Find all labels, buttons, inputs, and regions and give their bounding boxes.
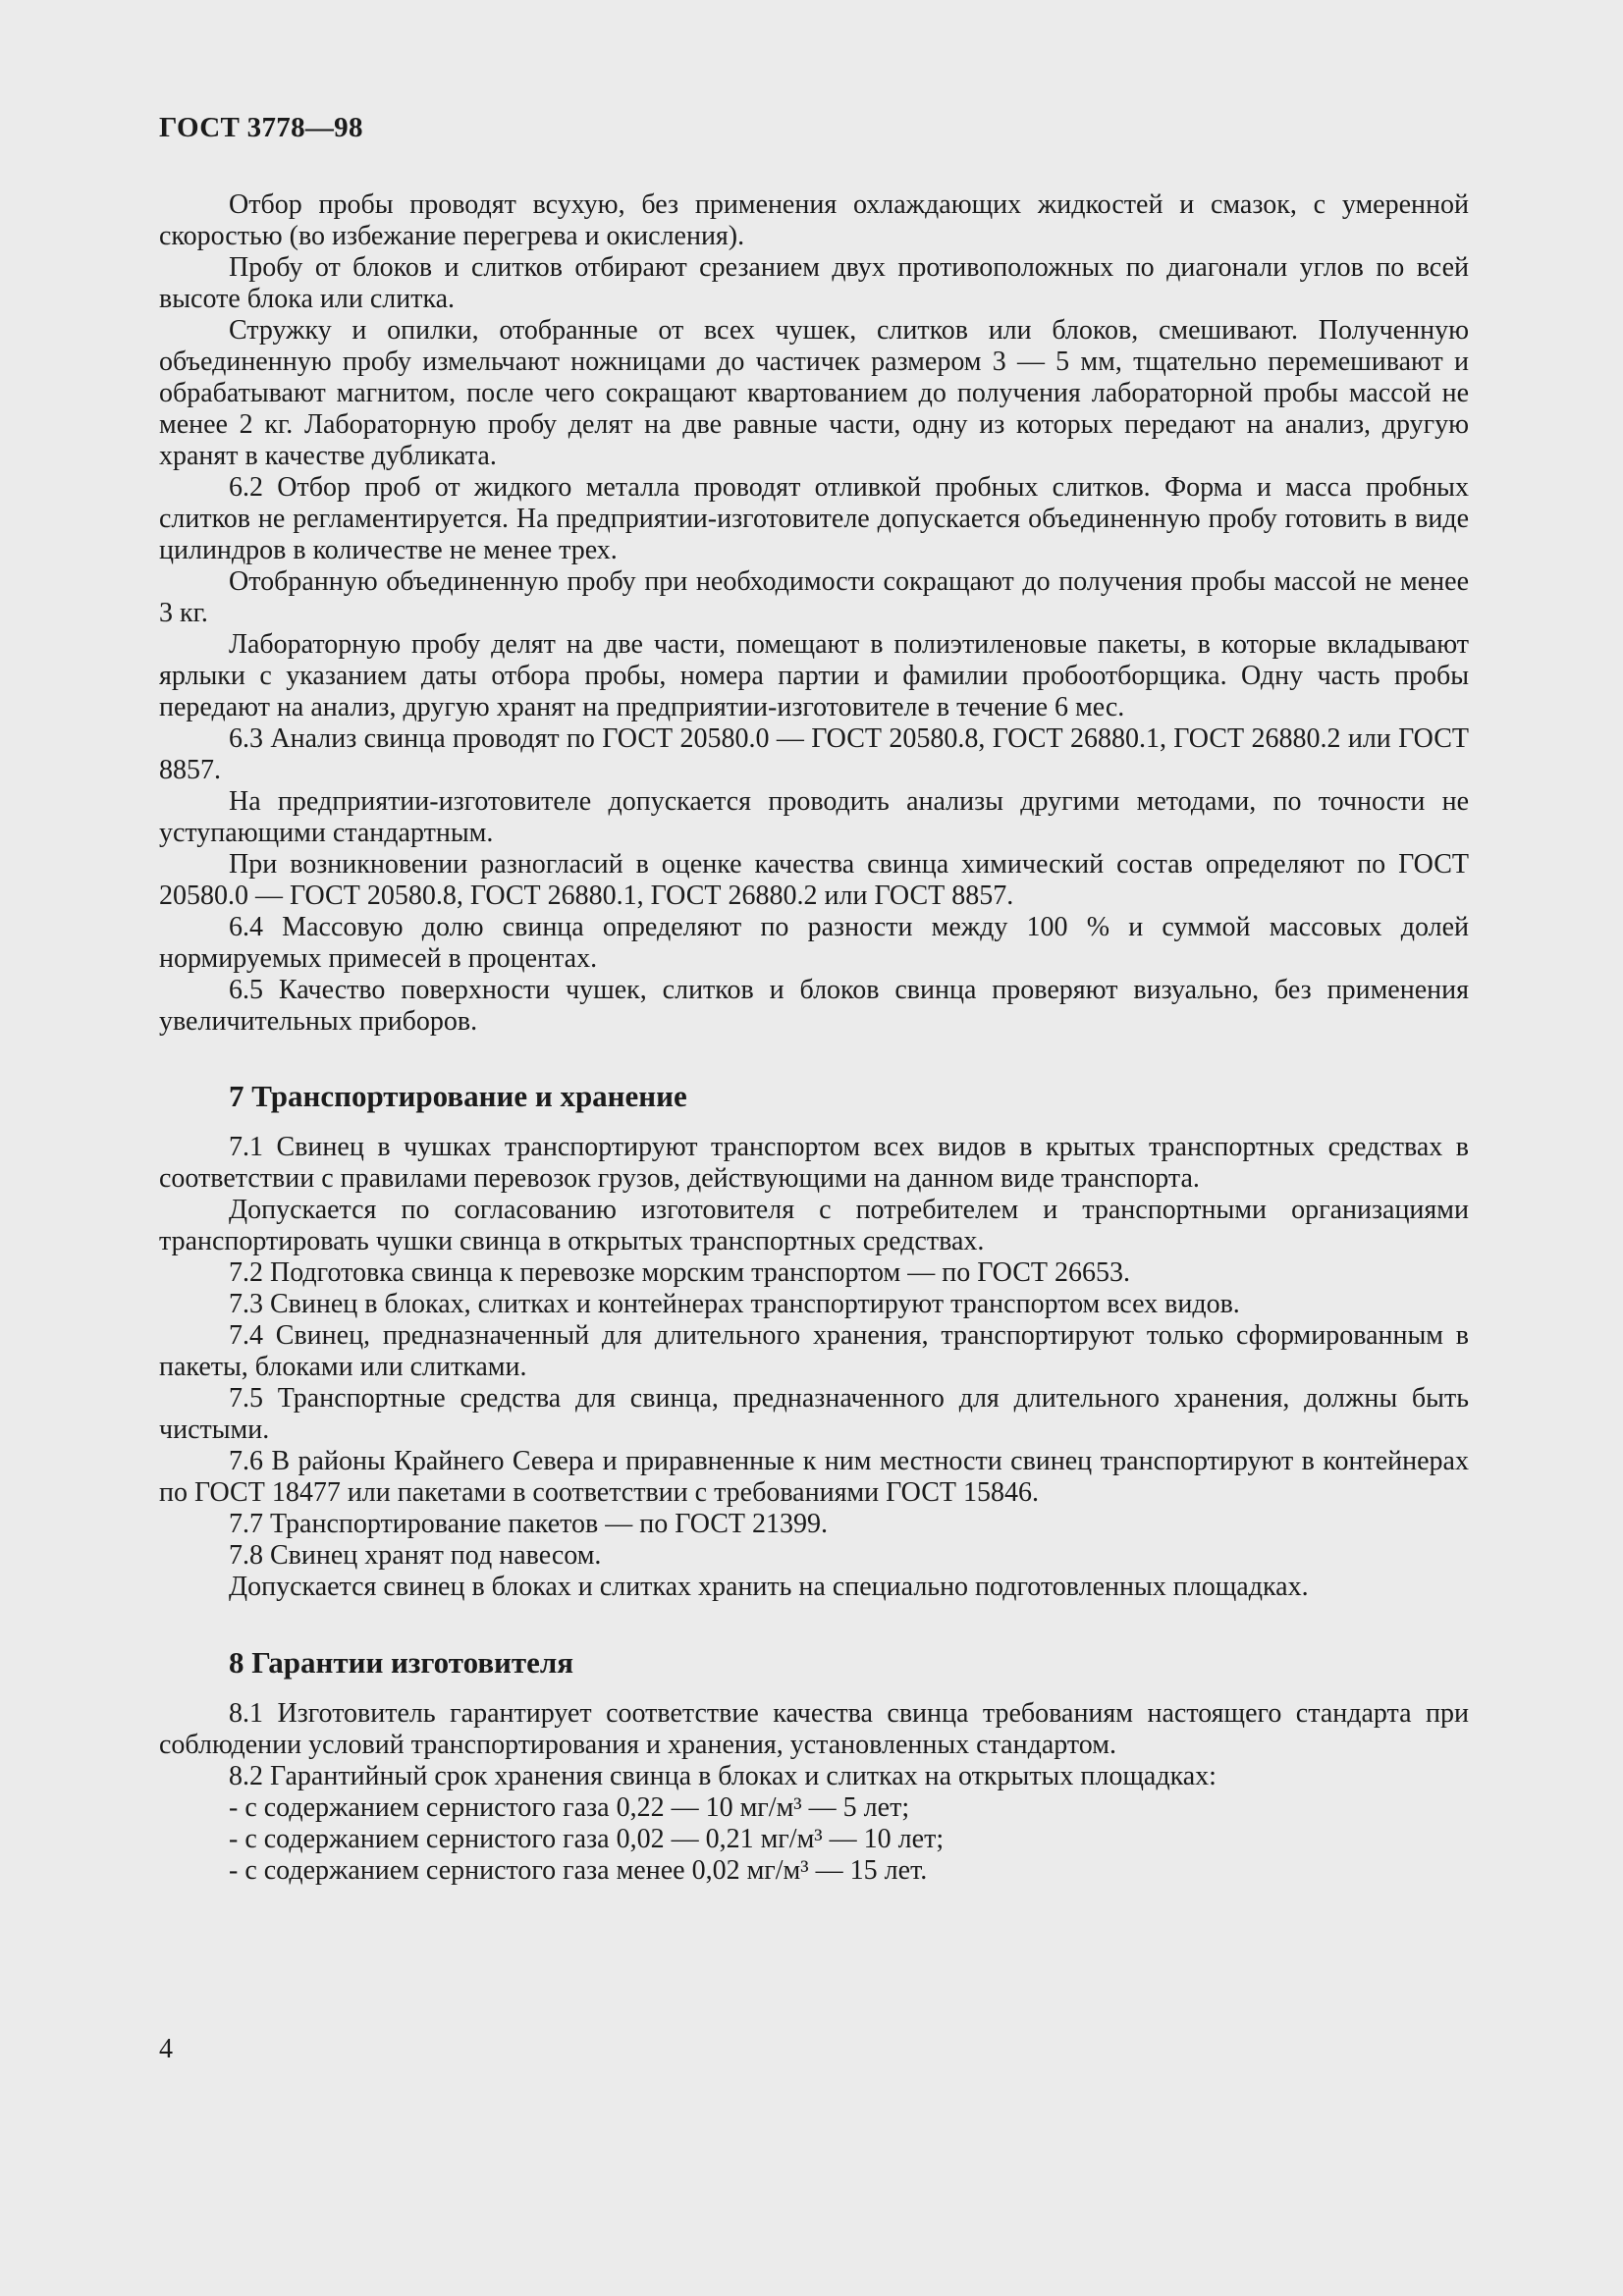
page-number: 4 <box>159 2034 173 2064</box>
section-7-heading-wrap <box>159 1077 1469 1116</box>
paragraph: 6.2 Отбор проб от жидкого металла проводят отливкой пробных слитков. Форма и масса пробных слитков не регламентируется. На предприятии-изготовителе допускается объединенную пробу готовить в виде цилиндров в количестве не менее трех. <box>159 472 1469 565</box>
paragraph: При возникновении разногласий в оценке качества свинца химический состав определяют по ГОСТ 20580.0 — ГОСТ 20580.8, ГОСТ 26880.1, ГОСТ 26880.2 или ГОСТ 8857. <box>159 849 1469 911</box>
section-8-body <box>159 1698 1469 1887</box>
section-8-heading-wrap <box>159 1643 1469 1682</box>
paragraph: Пробу от блоков и слитков отбирают срезанием двух противоположных по диагонали углов по всей высоте блока или слитка. <box>159 252 1469 314</box>
paragraph: Стружку и опилки, отобранные от всех чушек, слитков или блоков, смешивают. Полученную объединенную пробу измельчают ножницами до частичек размером 3 — 5 мм, тщательно перемешивают и обрабатывают магнитом, после чего сокращают квартованием до получения лабораторной пробы массой не менее 2 кг. Лабораторную пробу делят на две равные части, одну из которых передают на анализ, другую хранят в качестве дубликата. <box>159 315 1469 471</box>
paragraph: 6.5 Качество поверхности чушек, слитков и блоков свинца проверяют визуально, без применения увеличительных приборов. <box>159 975 1469 1037</box>
document-header: ГОСТ 3778—98 <box>159 112 363 143</box>
paragraph: 7.2 Подготовка свинца к перевозке морским транспортом — по ГОСТ 26653. <box>229 1257 1131 1288</box>
list-item: - с содержанием сернистого газа 0,22 — 10 мг/м³ — 5 лет; <box>229 1792 910 1823</box>
paragraph: На предприятии-изготовителе допускается проводить анализы другими методами, по точности не уступающими стандартным. <box>159 786 1469 848</box>
paragraph: Допускается по согласованию изготовителя с потребителем и транспортными организациями транспортировать чушки свинца в открытых транспортных средствах. <box>159 1195 1469 1256</box>
paragraph: 8.2 Гарантийный срок хранения свинца в блоках и слитках на открытых площадках: <box>229 1761 1217 1791</box>
section-heading: 8 Гарантии изготовителя <box>229 1645 574 1680</box>
paragraph: Отобранную объединенную пробу при необходимости сокращают до получения пробы массой не менее 3 кг. <box>159 566 1469 628</box>
paragraph: Допускается свинец в блоках и слитках хранить на специально подготовленных площадках. <box>229 1572 1309 1602</box>
paragraph: 7.7 Транспортирование пакетов — по ГОСТ 21399. <box>229 1509 829 1539</box>
section-7-body <box>159 1132 1469 1603</box>
paragraph: 6.3 Анализ свинца проводят по ГОСТ 20580.0 — ГОСТ 20580.8, ГОСТ 26880.1, ГОСТ 26880.2 или ГОСТ 8857. <box>159 723 1469 785</box>
paragraph: 7.8 Свинец хранят под навесом. <box>229 1540 602 1571</box>
paragraph: Лабораторную пробу делят на две части, помещают в полиэтиленовые пакеты, в которые вкладывают ярлыки с указанием даты отбора пробы, номера партии и фамилии пробоотборщика. Одну часть пробы передают на анализ, другую хранят на предприятии-изготовителе в течение 6 мес. <box>159 629 1469 722</box>
paragraph: Отбор пробы проводят всухую, без применения охлаждающих жидкостей и смазок, с умеренной скоростью (во избежание перегрева и окисления). <box>159 189 1469 251</box>
section-heading: 7 Транспортирование и хранение <box>229 1079 687 1113</box>
paragraph: 8.1 Изготовитель гарантирует соответствие качества свинца требованиям настоящего стандарта при соблюдении условий транспортирования и хранения, установленных стандартом. <box>159 1698 1469 1760</box>
list-item: - с содержанием сернистого газа менее 0,02 мг/м³ — 15 лет. <box>229 1855 928 1886</box>
paragraph: 7.4 Свинец, предназначенный для длительного хранения, транспортируют только сформированным в пакеты, блоками или слитками. <box>159 1320 1469 1382</box>
paragraph: 7.6 В районы Крайнего Севера и приравненные к ним местности свинец транспортируют в контейнерах по ГОСТ 18477 или пакетами в соответствии с требованиями ГОСТ 15846. <box>159 1446 1469 1508</box>
list-item: - с содержанием сернистого газа 0,02 — 0,21 мг/м³ — 10 лет; <box>229 1824 945 1854</box>
paragraph: 7.5 Транспортные средства для свинца, предназначенного для длительного хранения, должны быть чистыми. <box>159 1383 1469 1445</box>
paragraph: 7.1 Свинец в чушках транспортируют транспортом всех видов в крытых транспортных средствах в соответствии с правилами перевозок грузов, действующими на данном виде транспорта. <box>159 1132 1469 1194</box>
paragraph: 7.3 Свинец в блоках, слитках и контейнерах транспортируют транспортом всех видов. <box>229 1289 1240 1319</box>
paragraph: 6.4 Массовую долю свинца определяют по разности между 100 % и суммой массовых долей нормируемых примесей в процентах. <box>159 912 1469 974</box>
section-6-continuation <box>159 189 1469 1038</box>
